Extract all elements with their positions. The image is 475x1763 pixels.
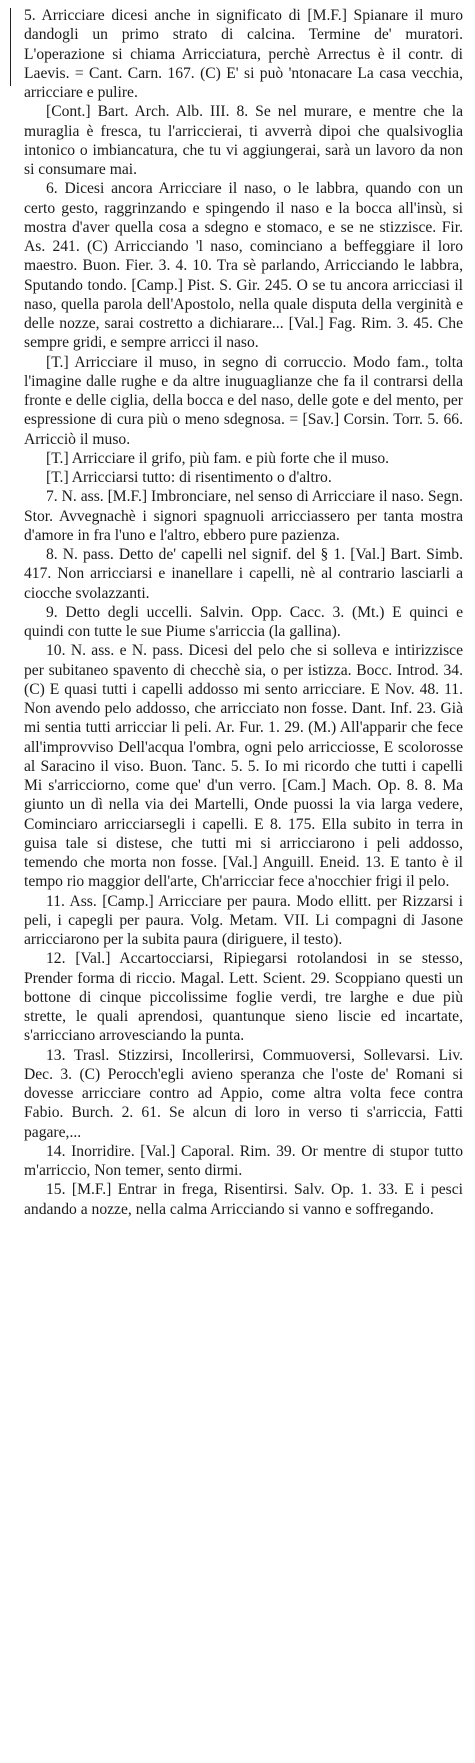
entry-paragraph-13: 13. Trasl. Stizzirsi, Incollerirsi, Commuoversi, Sollevarsi. Liv. Dec. 3. (C) Perocch'egli avieno speranza che l'oste de' Romani si dovesse arricciare contro ad Appio, come altra volta fece contra Fabio. Burch. 2. 61. Se alcun di loro in verso ti s'arriccia, Fatti pagare,... bbox=[24, 1046, 463, 1141]
entry-paragraph-8: 8. N. pass. Detto de' capelli nel signif. del § 1. [Val.] Bart. Simb. 417. Non arricciarsi e inanellare i capelli, nè al contrario lasciarli a ciocche svolazzanti. bbox=[24, 546, 463, 602]
entry-paragraph-7: 7. N. ass. [M.F.] Imbronciare, nel senso di Arricciare il naso. Segn. Stor. Avvegnachè i signori spagnuoli arricciassero per tanta mostra d'amore in fra l'uno e l'altro, ebbero pure pazienza. bbox=[24, 488, 463, 544]
entry-paragraph-tutto: [T.] Arricciarsi tutto: di risentimento o d'altro. bbox=[46, 469, 332, 486]
entry-paragraph-10: 10. N. ass. e N. pass. Dicesi del pelo che si solleva e intirizzisce per subitaneo spavento di checchè sia, o per istizza. Bocc. Introd. 34. (C) E quasi tutti i capelli addosso mi sento arricciare. E Nov. 48. 11. Non avendo pelo addosso, che arricciato non fosse. Dant. Inf. 23. Già mi sentia tutti arricciar li peli. Ar. Fur. 1. 29. (M.) All'apparir che fece all'improvviso Dell'acqua l'ombra, ogni pelo arricciosse, E scolorosse al Saracino il viso. Buon. Tanc. 5. 5. Io mi ricordo che tutti i capelli Mi s'arricciorno, come que' d'un verro. [Cam.] Mach. Op. 8. 8. Ma giunto un dì nella via dei Martelli, Onde puossi la via larga vedere, Cominciaro arricciarsegli i capelli. E 8. 175. Ella subito in terra in guisa tale si distese, che tutti mi si arricciarono i peli addosso, temendo che morta non fosse. [Val.] Anguill. Eneid. 13. E tanto è il tempo rio maggior dell'arte, Ch'arricciar fece a'nocchier frigi il pelo. bbox=[24, 642, 463, 891]
entry-paragraph-5: 5. Arricciare dicesi anche in significato di [M.F.] Spianare il muro dandogli un primo strato di calcina. Termine de' muratori. L'operazione si chiama Arricciatura, perchè Arrectus è il contr. di Laevis. = Cant. Carn. 167. (C) E' si può 'ntonacare La casa vecchia, arricciare e pulire. bbox=[24, 7, 463, 101]
entry-paragraph-11: 11. Ass. [Camp.] Arricciare per paura. Modo ellitt. per Rizzarsi i peli, i capegli per paura. Volg. Metam. VII. Li compagni di Jasone arricciarono per la subita paura (diriguere, il testo). bbox=[24, 892, 463, 948]
entry-paragraph-muso: [T.] Arricciare il muso, in segno di corruccio. Modo fam., tolta l'imagine dalle rughe e da altre inuguaglianze che fa il contrarsi della fronte e delle ciglia, della bocca e del naso, delle gote e del mento, per espressione di cura più o meno sdegnosa. = [Sav.] Corsin. Torr. 5. 66. Arricciò il muso. bbox=[24, 353, 463, 448]
entry-paragraph-12: 12. [Val.] Accartocciarsi, Ripiegarsi rotolandosi in se stesso, Prender forma di riccio. Magal. Lett. Scient. 29. Scoppiano questi un bottone di cinque piccolissime foglie verdi, tre larghe e due più strette, le quali aprendosi, quantunque sieno liscie ed incartate, s'arricciano arrovesciando la punta. bbox=[24, 950, 463, 1045]
entry-paragraph-15: 15. [M.F.] Entrar in fregа, Risentirsi. Salv. Op. 1. 33. E i pesci andando a nozze, nella calma Arricciando si vanno e soffregando. bbox=[24, 1181, 463, 1218]
entry-paragraph-5-citation: [Cont.] Bart. Arch. Alb. III. 8. Se nel murare, e mentre che la muraglia è fresca, tu l'arriccierai, ti avverrà dipoi che qualsivoglia intonico o imbiancatura, che tu vi aggiungerai, sarà un lavoro da non si consumare mai. bbox=[24, 103, 463, 178]
margin-rule bbox=[10, 8, 11, 86]
entry-paragraph-grifo: [T.] Arricciare il grifo, più fam. e più forte che il muso. bbox=[46, 449, 390, 467]
entry-paragraph-14: 14. Inorridire. [Val.] Caporal. Rim. 39. Or mentre di stupor tutto m'arriccio, Non temer, sento dirmi. bbox=[24, 1142, 463, 1179]
entry-paragraph-9: 9. Detto degli uccelli. Salvin. Opp. Cacc. 3. (Mt.) E quinci e quindi con tutte le sue Piume s'arriccia (la gallina). bbox=[24, 603, 463, 640]
entry-paragraph-6: 6. Dicesi ancora Arricciare il naso, o le labbra, quando con un certo gesto, raggrinzando e spingendo il naso e la bocca all'insù, si mostra d'aver quella cosa a sdegno e stomaco, e se ne stizzisce. Fir. As. 241. (C) Arricciando 'l naso, cominciano a beffeggiare il loro maestro. Buon. Fier. 3. 4. 10. Tra sè parlando, Arricciando le labbra, Sputando tondo. [Camp.] Pist. S. Gir. 245. O se tu ancora arricciasi il naso, quella parola dell'Apostolo, nella quale disputa della verginità e delle nozze, sarai costretto a dichiarare... [Val.] Fag. Rim. 3. 45. Che sempre gridi, e sempre arricci il naso. bbox=[24, 180, 463, 352]
